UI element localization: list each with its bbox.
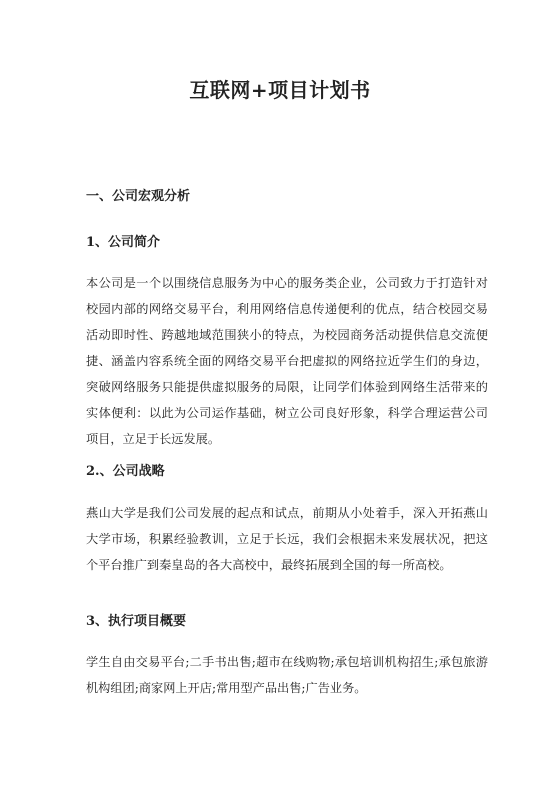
- subheading-project-summary: 3、执行项目概要: [86, 614, 187, 629]
- subheading-company-strategy: 2.、公司战略: [86, 464, 165, 479]
- paragraph-company-strategy: 燕山大学是我们公司发展的起点和试点，前期从小处着手，深入开拓燕山大学市场，积累经验教训，立足于长远，我们会根据未来发展状况，把这个平台推广到秦皇岛的各大高校中，最终拓展到全国的每一所高校。: [86, 506, 488, 572]
- section-heading-macro-analysis: 一、公司宏观分析: [86, 189, 191, 204]
- paragraph-project-summary: 学生自由交易平台;二手书出售;超市在线购物;承包培训机构招生;承包旅游机构组团;商家网上开店;常用型产品出售;广告业务。: [86, 655, 488, 695]
- paragraph-company-intro: 本公司是一个以围绕信息服务为中心的服务类企业，公司致力于打造针对校园内部的网络交易平台，利用网络信息传递便利的优点，结合校园交易活动即时性、跨越地域范围狭小的特点，为校园商务活动提供信息交流便捷、涵盖内容系统全面的网络交易平台把虚拟的网络拉近学生们的身边，突破网络服务只能提供虚拟服务的局限，让同学们体验到网络生活带来的实体便利：以此为公司运作基础，树立公司良好形象，科学合理运营公司项目，立足于长远发展。: [86, 276, 488, 446]
- document-title: 互联网+项目计划书: [189, 78, 371, 102]
- subheading-company-intro: 1、公司简介: [86, 235, 161, 250]
